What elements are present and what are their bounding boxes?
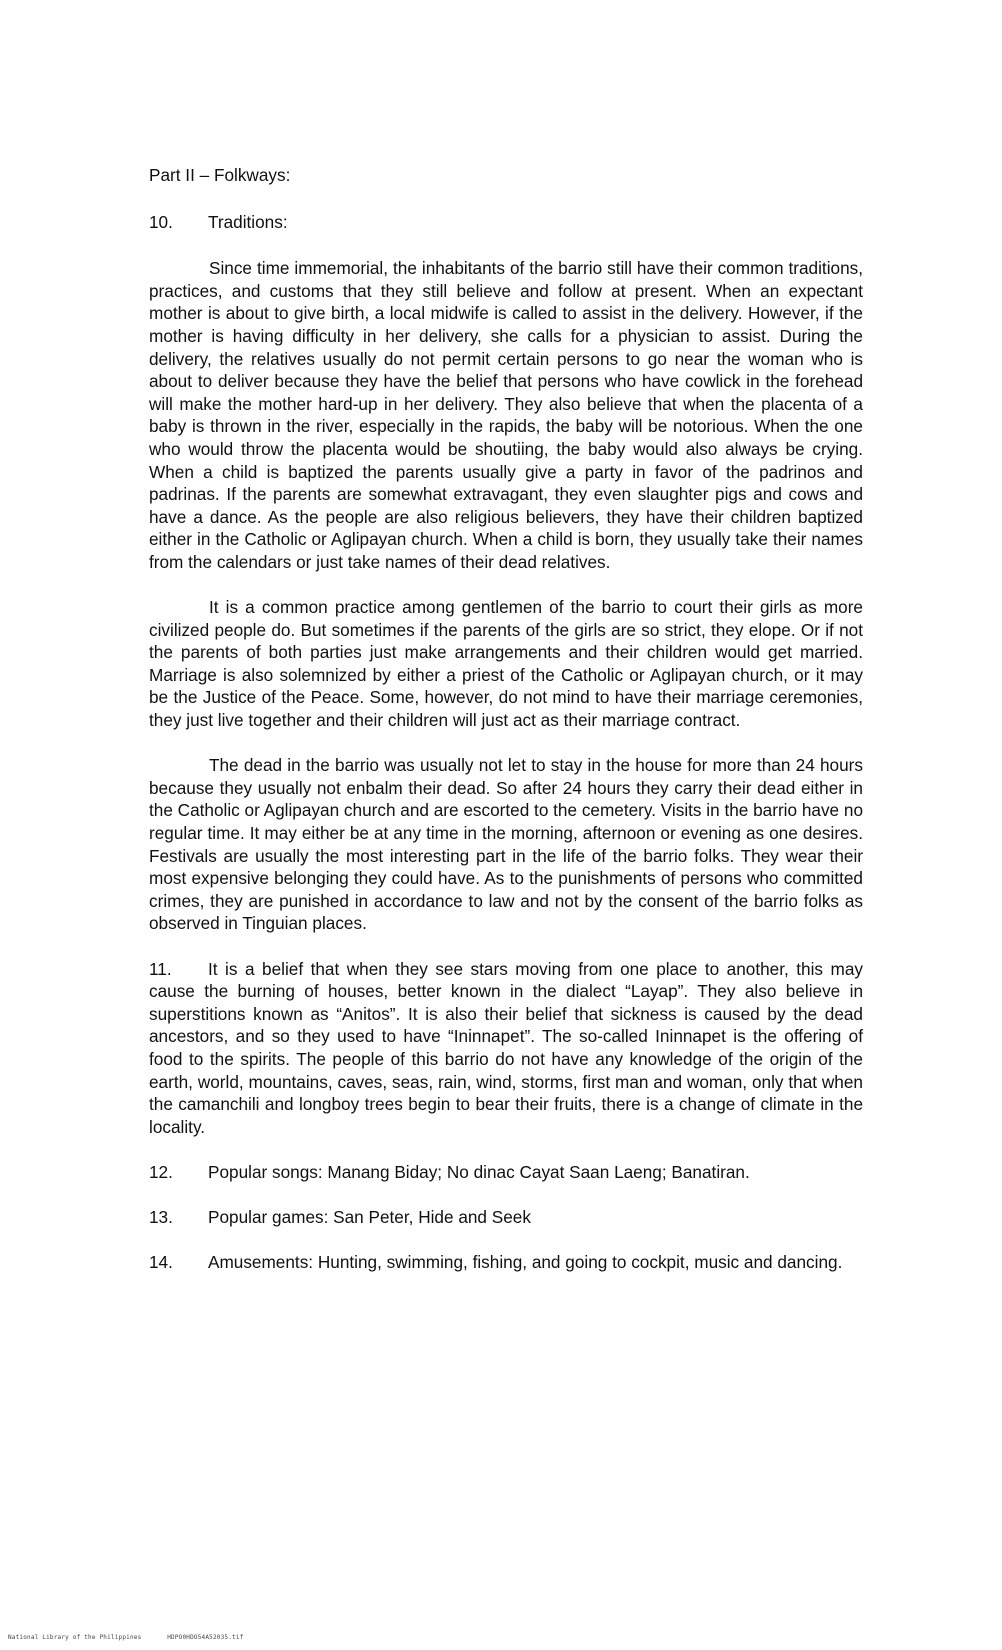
part-heading: Part II – Folkways: — [149, 165, 291, 185]
list-item-text: Popular games: San Peter, Hide and Seek — [208, 1207, 531, 1228]
document-content — [149, 164, 863, 1297]
footer-file-id: HDPO0HDO54A52035.tif — [167, 1634, 244, 1641]
footer-library: National Library of the Philippines — [8, 1634, 142, 1641]
section-number: 11. — [149, 958, 172, 979]
list-item — [149, 1161, 863, 1184]
paragraph-traditions-courtship: It is a common practice among gentlemen of the barrio to court their girls as more civilized people do. But sometimes if the parents of the girls are so strict, they elope. Or if not the parents of both parties just make arrangements and their children would get married. Marriage is also solemnized by either a priest of the Catholic or Aglipayan church, or it may be the Justice of the Peace. Some, however, do not mind to have their marriage ceremonies, they just live together and their children will just act as their marriage contract. — [149, 597, 863, 731]
scan-footer — [8, 1634, 266, 1641]
list-item-number: 12. — [149, 1161, 173, 1182]
section-11-text: It is a belief that when they see stars moving from one place to another, this may cause the burning of houses, better known in the dialect “Layap”. They also believe in superstitions known as “Anitos”. It is also their belief that sickness is caused by the dead ancestors, and so they used to have “Ininnapet”. The so-called Ininnapet is the offering of food to the spirits. The people of this barrio do not have any knowledge of the origin of the earth, world, mountains, caves, seas, rain, wind, storms, first man and woman, only that when the camanchili and longboy trees begin to bear their fruits, there is a change of climate in the locality. — [149, 958, 863, 1137]
list-item-text: Popular songs: Manang Biday; No dinac Cayat Saan Laeng; Banatiran. — [208, 1161, 750, 1182]
paragraph-traditions-dead: The dead in the barrio was usually not let to stay in the house for more than 24 hours because they usually not enbalm their dead. So after 24 hours they carry their dead either in the Catholic or Aglipayan church and are escorted to the cemetery. Visits in the barrio have no regular time. It may either be at any time in the morning, afternoon or evening as one desires. Festivals are usually the most interesting part in the life of the barrio folks. They wear their most expensive belonging they could have. As to the punishments of persons who committed crimes, they are punished in accordance to law and not by the consent of the barrio folks as observed in Tinguian places. — [149, 755, 864, 934]
list-item — [149, 1206, 863, 1229]
list-item-number: 13. — [149, 1207, 173, 1228]
section-title: Traditions: — [208, 211, 288, 232]
section-10-heading — [149, 211, 863, 234]
section-number: 10. — [149, 211, 173, 232]
paragraph-traditions-birth: Since time immemorial, the inhabitants of the barrio still have their common traditions, practices, and customs that they still believe and follow at present. When an expectant mother is about to give birth, a local midwife is called to assist in the delivery. However, if the mother is having difficulty in her delivery, she calls for a physician to assist. During the delivery, the relatives usually do not permit certain persons to go near the woman who is about to deliver because they have the belief that persons who have cowlick in the forehead will make the mother hard-up in her delivery. They also believe that when the placenta of a baby is thrown in the river, especially in the rapids, the baby will be notorious. When the one who would throw the placenta would be shoutiing, the baby would also always be crying. When a child is baptized the parents usually give a party in favor of the padrinos and padrinas. If the parents are somewhat extravagant, they even slaughter pigs and cows and have a dance. As the people are also religious believers, they have their children baptized either in the Catholic or Aglipayan church. When a child is born, they usually take their names from the calendars or just take names of their dead relatives. — [149, 258, 863, 572]
list-item — [149, 1251, 863, 1274]
list-item-text: Amusements: Hunting, swimming, fishing, and going to cockpit, music and dancing. — [208, 1252, 843, 1273]
section-11-paragraph — [149, 958, 863, 1139]
list-item-number: 14. — [149, 1252, 173, 1273]
